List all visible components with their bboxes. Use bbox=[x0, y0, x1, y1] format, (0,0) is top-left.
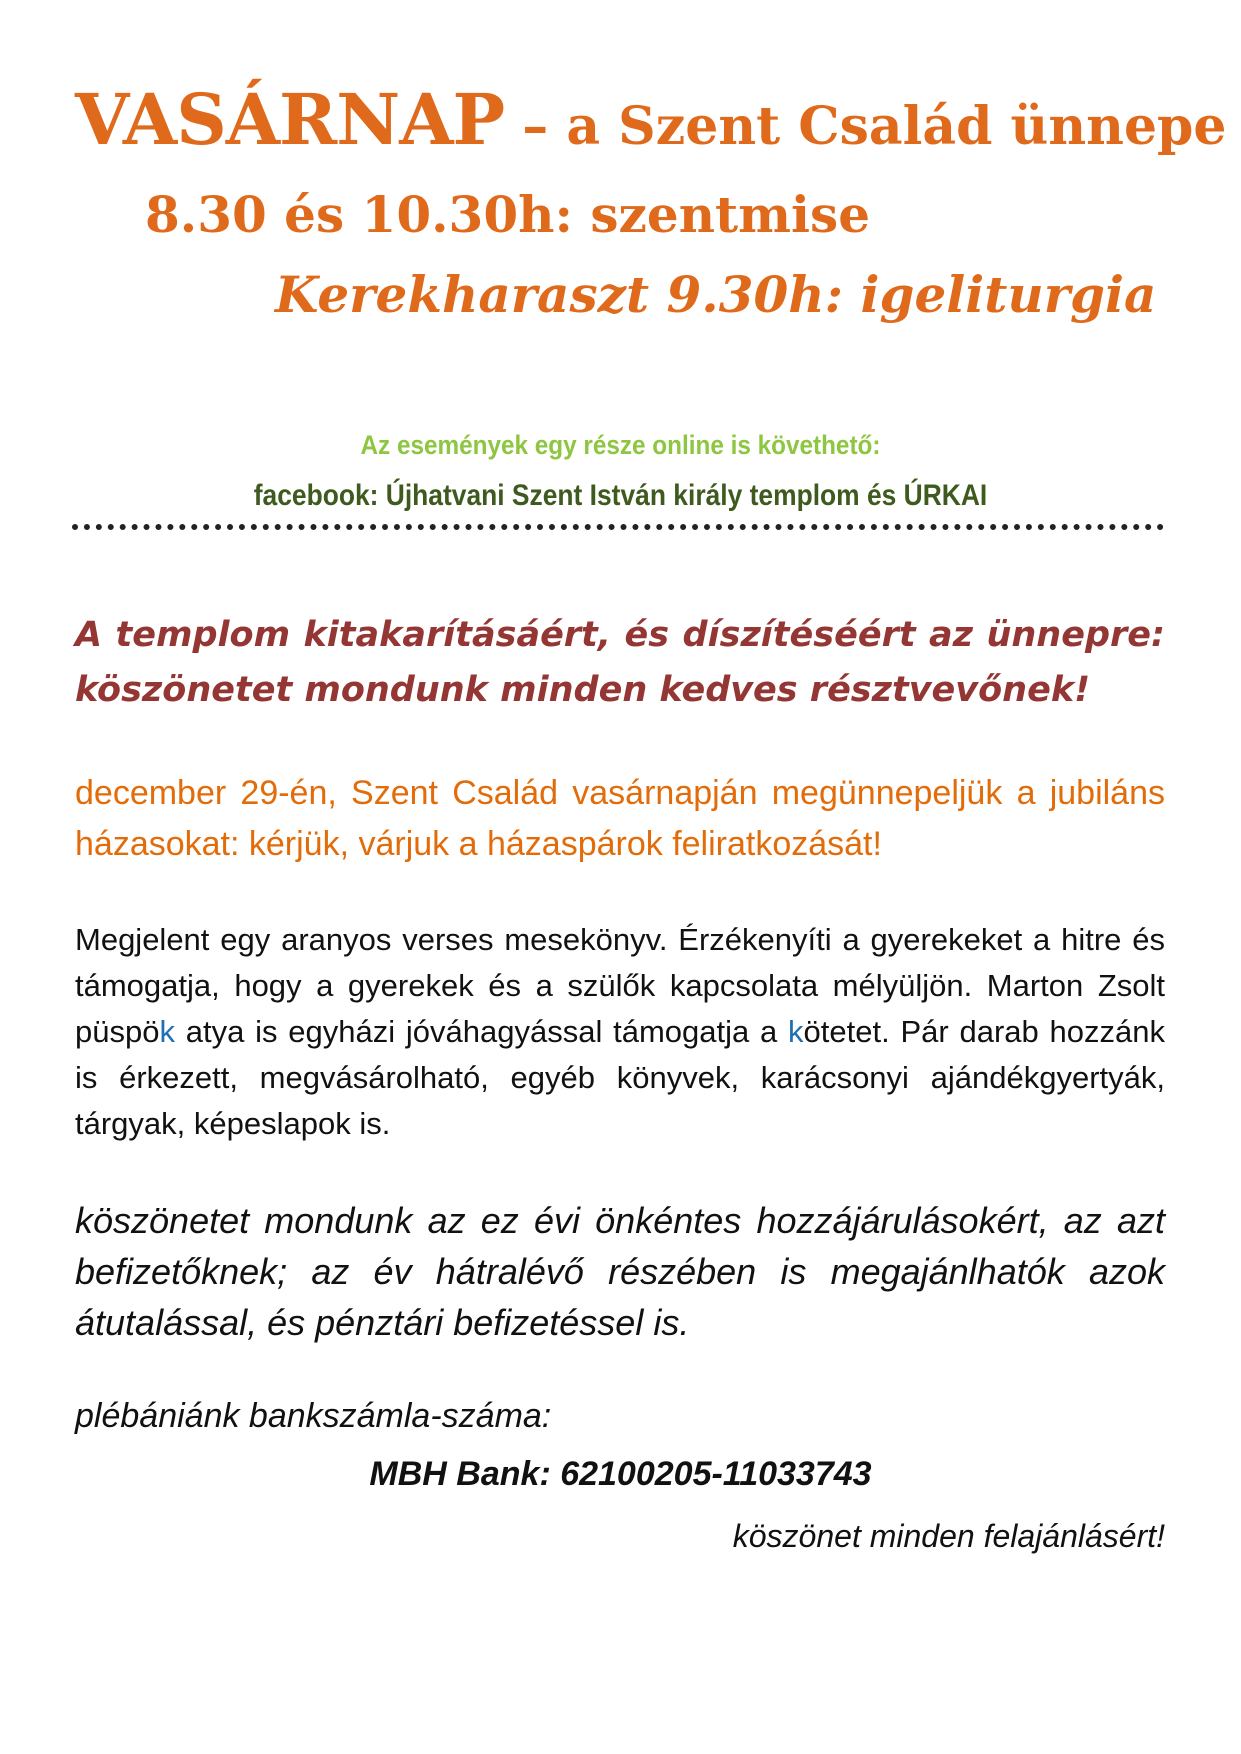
book-highlight-letter-2: k bbox=[788, 1014, 804, 1049]
book-text-part3: ötetet. Pár darab hozzánk is érkezett, megvásárolható, egyéb könyvek, karácsonyi ajándékgyertyák, tárgyak, képeslapok is. bbox=[75, 1014, 1165, 1141]
book-highlight-letter-1: k bbox=[159, 1014, 175, 1049]
page-title bbox=[75, 78, 1226, 161]
book-paragraph bbox=[75, 917, 1165, 1147]
bank-account-number: MBH Bank: 62100205-11033743 bbox=[369, 1455, 872, 1493]
liturgy-times: Kerekharaszt 9.30h: igeliturgia bbox=[275, 265, 1157, 324]
donation-paragraph: köszönetet mondunk az ez évi önkéntes hozzájárulásokért, az azt befizetőknek; az év hátralévő részében is megajánlhatók azok átutalással, és pénztári befizetéssel is. bbox=[75, 1200, 1165, 1343]
closing-thanks: köszönet minden felajánlásért! bbox=[732, 1518, 1165, 1554]
jubilee-paragraph: december 29-én, Szent Család vasárnapján megünnepeljük a jubiláns házasokat: kérjük, várjuk a házaspárok feliratkozását! bbox=[75, 774, 1165, 863]
online-intro: Az események egy része online is követhető: bbox=[360, 430, 881, 460]
book-text-part1: Megjelent egy aranyos verses mesekönyv. Érzékenyíti a gyerekeket a hitre és támogatja, hogy a gyerekek és a szülők kapcsolata mélyüljön. Marton Zsolt püspö bbox=[75, 922, 1165, 1049]
facebook-info: facebook: Újhatvani Szent István király templom és ÚRKAI bbox=[253, 479, 988, 512]
dotted-divider bbox=[72, 524, 1164, 530]
book-text-part2: atya is egyházi jóváhagyással támogatja a bbox=[174, 1014, 789, 1049]
mass-times: 8.30 és 10.30h: szentmise bbox=[145, 185, 870, 244]
title-subtitle: – a Szent Család ünnepe bbox=[504, 96, 1227, 157]
bank-account-label: plébániánk bankszámla-száma: bbox=[75, 1397, 552, 1435]
cleaning-thanks-paragraph: A templom kitakarításáért, és díszítéséért az ünnepre: köszönetet mondunk minden kedves résztvevőnek! bbox=[75, 615, 1165, 710]
title-main: VASÁRNAP bbox=[75, 78, 505, 161]
